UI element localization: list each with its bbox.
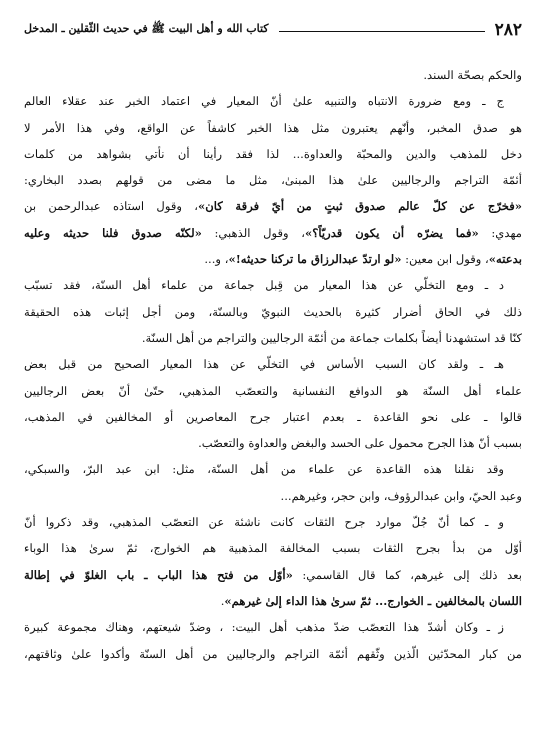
text-line [24,246,522,272]
text-line [24,62,522,88]
quote-bold: «فما يضرّه أن يكون قدريّاً؟» [304,225,479,240]
text-line [24,351,522,377]
text-run: وقد نقلنا هذه القاعدة عن علماء من أهل السنّة، مثل: ابن عبد البرّ، والسبكي، [24,462,504,477]
text-line [24,193,522,219]
text-run: و ـ كما أنّ جُلّ موارد جرح الثقات كانت ناشئة عن التعصّب المذهبي، وقد ذكروا أنّ [24,515,504,530]
quote-bold: «فخرّج عن كلّ عالم صدوق ثبتٍ من أيّ فرقة كان» [198,199,522,214]
text-run: ذلك في الحاق أضرار كثيرة بالحديث النبويّ وبالسنّة، ومن أجل إثبات هذه الحقيقة [24,304,522,319]
text-run: ج ـ ومع ضرورة الانتباه والتنبيه علىٰ أنّ المعيار في اعتماد الخبر عند عقلاء العالم [24,94,504,109]
text-run: أئمّة التراجم والرجاليين علىٰ هذا المبنىٰ، مثل ما مضى من قولهم بصدد البخاري: [24,173,522,188]
text-run: بسبب أنّ هذا الجرح محمول على الحسد والبغض والعداوة والتعصّب. [198,436,522,451]
text-line [24,167,522,193]
text-line [24,430,522,456]
text-run: هو صدق المخبر، وأنّهم يعتبرون مثل هذا الخبر كاشفاً عن الواقع، وفي هذا الأمر لا [24,120,522,135]
text-run: كنّا قد استشهدنا أيضاً بكلمات جماعة من أئمّة الرجاليين والتراجم من أهل السنّة. [141,330,522,345]
text-run: ، و... [204,252,229,267]
text-run: علماء أهل السنّة هو الدوافع النفسانية والتعصّب المذهبي، حتّىٰ أنّ بعض الرجاليين [24,383,522,398]
quote-bold: «أوّل من فتح هذا الباب ـ باب الغلوّ في إطالة [24,567,293,582]
text-line [24,299,522,325]
text-line [24,378,522,404]
quote-bold: اللسان بالمخالفين ـ الخوارج... ثمّ سرىٰ هذا الداء إلىٰ غيرهم» [224,593,522,608]
text-run: بعد ذلك إلى غيرهم، كما قال القاسمي: [292,567,522,582]
text-line [24,562,522,588]
text-line [24,404,522,430]
text-line [24,509,522,535]
quote-bold: بدعته» [488,252,522,267]
page-header [24,18,522,42]
body-text [24,62,522,667]
text-run: د ـ ومع التخلّي عن هذا المعيار من قِبل جماعة من علماء أهل السنّة، فقد تسبّب [24,278,504,293]
text-run: ، وقول استاذه عبدالرحمن بن [24,199,198,214]
text-line [24,272,522,298]
text-run: ، وقول ابن معين: [401,252,489,267]
text-run: هـ ـ ولقد كان السبب الأساس في التخلّي عن هذا المعيار الصحيح من قبل بعض [24,357,504,372]
running-title: كتاب الله و أهل البيت ﷺ في حديث الثّقلين ـ المدخل [24,22,269,35]
text-run: دخل للمذهب والدين والمحبّة والعداوة... لذا فقد رأينا أن نأتي بشواهد من كلمات [24,146,522,161]
text-run: قالوا ـ على نحو القاعدة ـ بعدم اعتبار جرح المعاصرين أو المخالفين في المذهب، [24,409,522,424]
text-run: والحكم بصحّة السند. [423,68,522,82]
text-line [24,141,522,167]
text-line [24,614,522,640]
text-run: وعبد الحيّ، وابن عبدالرؤوف، وابن حجر، وغيرهم... [280,488,522,503]
text-run: ز ـ وكان أشدّ هذا التعصّب ضدّ مذهب أهل البيت: ، وضدّ شيعتهم، وهناك مجموعة كبيرة [24,620,504,635]
text-run: من كبار المحدّثين الّذين وثّقهم أئمّة التراجم والرجاليين من أهل السنّة وأكدوا علىٰ وثاقتهم، [24,646,522,661]
text-run: ، وقول الذهبي: [201,225,305,240]
text-run: أوّل من بدأ بجرح الثقات بسبب المخالفة المذهبية هم الخوارج، ثمّ سرىٰ هذا الوباء [24,541,522,556]
text-line [24,325,522,351]
text-line [24,115,522,141]
text-line [24,88,522,114]
quote-bold: «لكنّه صدوق فلنا حديثه وعليه [24,225,202,240]
page-number: ٢٨٢ [494,20,522,40]
text-line [24,535,522,561]
text-run: مهدي: [478,225,522,240]
text-line [24,588,522,614]
quote-bold: «لو ارتدّ عبدالرزاق ما تركنا حديثه!» [228,252,402,267]
header-rule [279,31,485,32]
text-line [24,456,522,482]
text-line [24,220,522,246]
text-line [24,641,522,667]
text-line [24,483,522,509]
text-run: . [220,593,225,608]
